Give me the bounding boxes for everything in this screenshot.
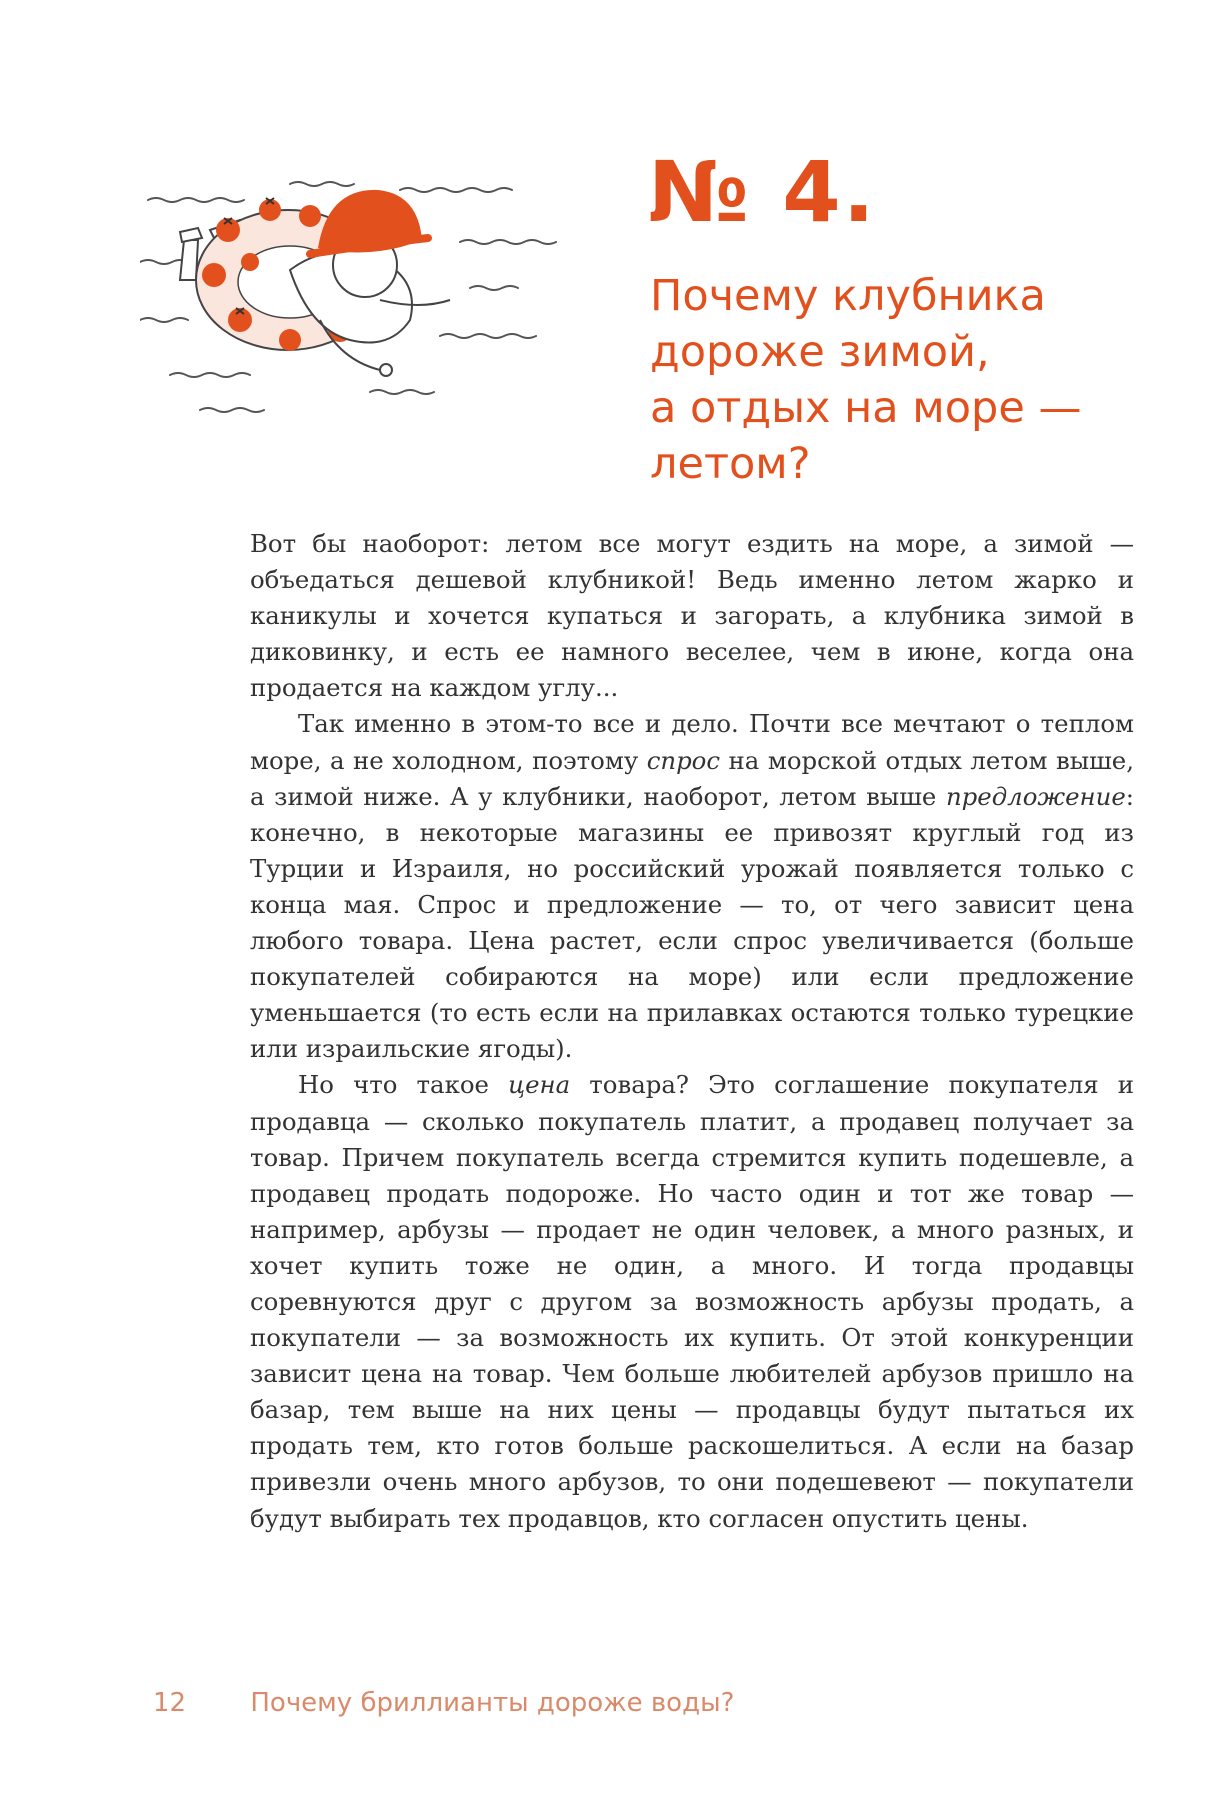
child-on-strawberry-swim-ring-illustration [140, 170, 580, 430]
page-number: 12 [153, 1688, 187, 1718]
running-book-title: Почему бриллианты дороже воды? [250, 1688, 735, 1718]
paragraph-1: Вот бы наоборот: летом все могут ездить на море, а зимой — объедаться дешевой клубникой! Ведь именно летом жарко и каникулы и хочется купаться и загорать, а клубника зимой в диковинку, и есть ее намного веселее, чем в июне, когда она продается на каждом углу... [250, 529, 1134, 703]
chapter-title-line: а отдых на море — [650, 383, 1082, 433]
paragraph-2-part: : конечно, в некоторые магазины ее привозят круглый год из Турции и Израиля, но российский урожай появляется только с конца мая. Спрос и предложение — то, от чего зависит цена любого товара. Цена растет, если спрос увеличивается (больше покупателей собираются на море) или если предложение уменьшается (то есть если на прилавках остаются только турецкие или израильские ягоды). [250, 781, 1134, 1064]
paragraph-3-part: товара? Это соглашение покупателя и продавца — сколько покупатель платит, а продавец получает за товар. Причем покупатель всегда стремится купить подешевле, а продавец продать подороже. Но часто один и тот же товар — например, арбузы — продает не один человек, а много разных, и хочет купить тоже не один, а много. И тогда продавцы соревнуются друг с другом за возможность арбузы продать, а покупатели — за возможность их купить. От этой конкуренции зависит цена на товар. Чем больше любителей арбузов пришло на базар, тем выше на них цены — продавцы будут пытаться их продать тем, кто готов больше раскошелиться. А если на базар привезли очень много арбузов, то они подешевеют — покупатели будут выбирать тех продавцов, кто согласен опустить цены. [250, 1070, 1135, 1533]
body-text [250, 526, 1134, 1537]
chapter-title [650, 268, 1150, 492]
paragraph-3 [250, 1067, 1134, 1536]
paragraph-2-part: на морской отдых летом выше, а зимой ниже. А у клубники, наоборот, летом выше [250, 745, 1134, 811]
paragraph-3-part: Но что такое [298, 1070, 509, 1100]
page-footer [153, 1688, 734, 1718]
chapter-title-line: дороже зимой, [650, 327, 990, 377]
paragraph-2-part: Так именно в этом-то все и дело. Почти все мечтают о теплом море, а не холодном, поэтому [250, 709, 1134, 775]
chapter-number: № 4. [648, 143, 877, 241]
chapter-title-line: летом? [650, 439, 811, 489]
paragraph-2 [250, 706, 1134, 1067]
term-supply: предложение [945, 781, 1126, 811]
term-demand: спрос [646, 745, 721, 775]
term-price: цена [508, 1070, 571, 1100]
chapter-title-line: Почему клубника [650, 271, 1046, 321]
